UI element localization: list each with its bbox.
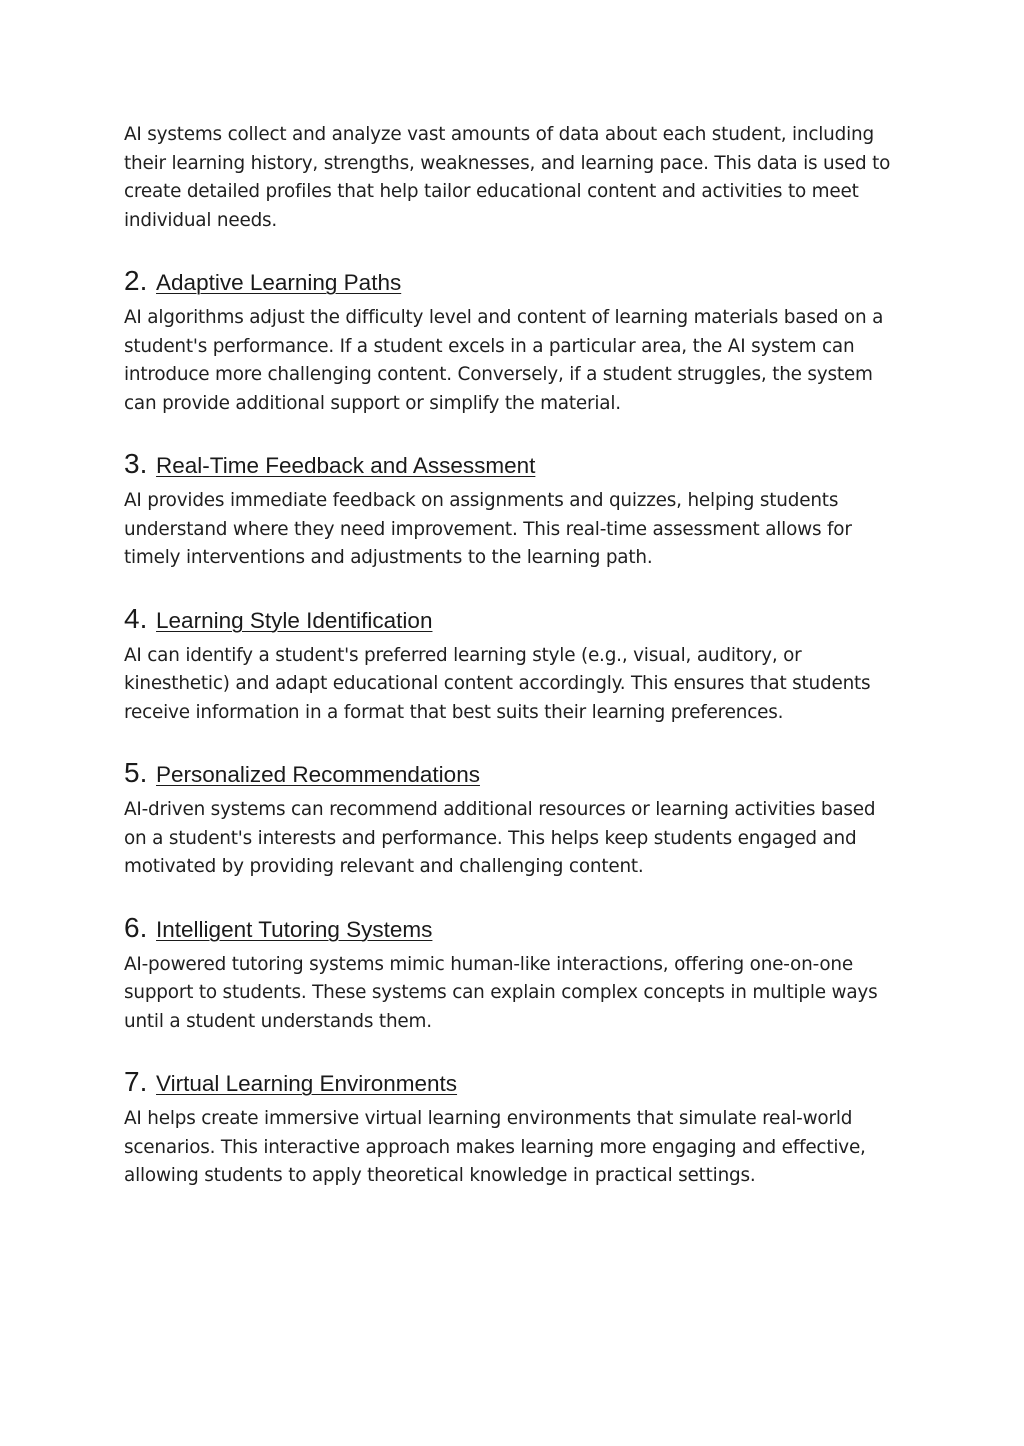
section-heading [124,911,899,947]
section-number: 5. [124,757,148,788]
section-real-time-feedback [124,447,899,573]
section-heading [124,756,899,792]
section-heading [124,447,899,483]
section-learning-style-identification [124,602,899,728]
section-title: Learning Style Identification [156,607,433,633]
section-body: AI provides immediate feedback on assignments and quizzes, helping students understand where they need improvement. This real-time assessment allows for timely interventions and adjustments to the learning path. [124,490,852,568]
section-virtual-learning-environments [124,1065,899,1191]
section-title: Intelligent Tutoring Systems [156,916,433,942]
section-number: 7. [124,1066,148,1097]
section-body: AI-powered tutoring systems mimic human-like interactions, offering one-on-one support to students. These systems can explain complex concepts in multiple ways until a student understands them. [124,953,878,1032]
section-heading [124,1065,899,1101]
section-title: Virtual Learning Environments [156,1071,458,1096]
section-intelligent-tutoring-systems [124,911,899,1037]
section-adaptive-learning-paths [124,264,899,418]
section-personalized-recommendations [124,756,899,882]
section-heading [124,602,899,638]
section-number: 3. [124,448,148,479]
section-body: AI algorithms adjust the difficulty level and content of learning materials based on a student's performance. If a student excels in a particular area, the AI system can introduce more challenging content. Conversely, if a student struggles, the system can provide additional support or simplify the material. [124,307,884,414]
section-number: 6. [124,911,148,943]
section-number: 2. [124,265,148,296]
section-body: AI-driven systems can recommend additional resources or learning activities based on a student's interests and performance. This helps keep students engaged and motivated by providing relevant and challenging content. [124,799,876,877]
section-body: AI can identify a student's preferred learning style (e.g., visual, auditory, or kinesthetic) and adapt educational content accordingly. This ensures that students receive information in a format that best suits their learning preferences. [124,644,871,723]
section-title: Real-Time Feedback and Assessment [156,453,536,478]
section-body: AI helps create immersive virtual learning environments that simulate real-world scenarios. This interactive approach makes learning more engaging and effective, allowing students to apply theoretical knowledge in practical settings. [124,1108,866,1186]
intro-paragraph: AI systems collect and analyze vast amounts of data about each student, including their learning history, strengths, weaknesses, and learning pace. This data is used to create detailed profiles that help tailor educational content and activities to meet individual needs. [124,124,891,231]
document-page [124,121,899,1191]
section-number: 4. [124,602,148,634]
section-heading [124,264,899,300]
section-title: Personalized Recommendations [156,762,480,787]
section-title: Adaptive Learning Paths [156,270,402,295]
